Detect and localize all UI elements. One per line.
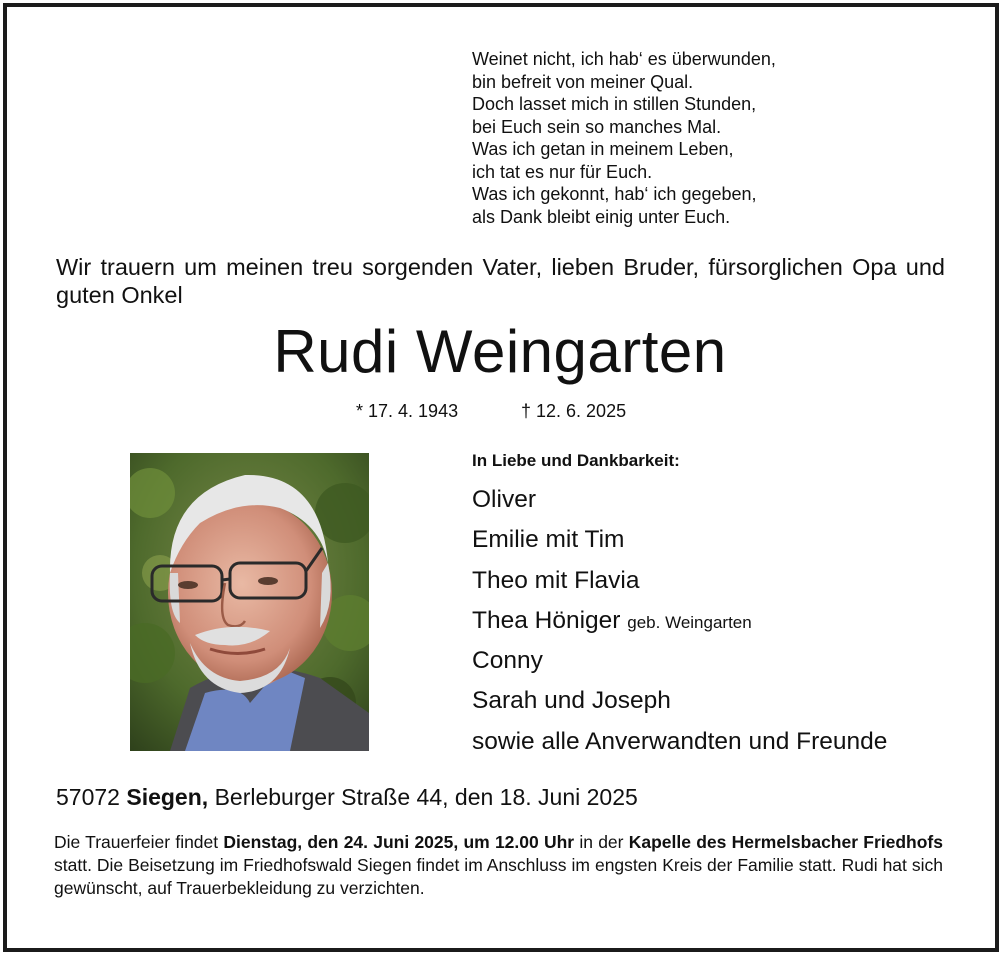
mourner-row (472, 601, 887, 641)
birth-date: * 17. 4. 1943 (356, 401, 459, 421)
mourner-row (472, 520, 887, 560)
mourners-list (472, 480, 887, 762)
mourner-row (472, 722, 887, 762)
mourners-heading: In Liebe und Dankbarkeit: (472, 451, 680, 470)
funeral-date: Dienstag, den 24. Juni 2025, um 12.00 Uhr (223, 832, 575, 852)
mourner-name: Emilie mit Tim (472, 526, 625, 554)
poem (472, 48, 776, 228)
mourner-name: Conny (472, 647, 543, 675)
funeral-note (54, 831, 943, 900)
mourner-maiden-name: geb. Weingarten (627, 612, 752, 632)
mourner-row (472, 681, 887, 721)
mourner-name: sowie alle Anverwandten und Freunde (472, 727, 888, 755)
note-text: statt. Die Beisetzung im Friedhofswald Siegen findet im Anschluss im engsten Kreis der Familie statt. Rudi hat sich gewünscht, auf Trauerbekleidung zu verzichten. (54, 855, 943, 898)
address-date: Berleburger Straße 44, den 18. Juni 2025 (214, 784, 638, 810)
poem-line: bei Euch sein so manches Mal. (472, 116, 722, 137)
poem-line: bin befreit von meiner Qual. (472, 71, 694, 92)
note-text: in der (579, 832, 624, 852)
poem-line: ich tat es nur für Euch. (472, 161, 653, 182)
poem-line: Was ich gekonnt, hab‘ ich gegeben, (472, 184, 757, 204)
funeral-location: Kapelle des Hermelsbacher Friedhofs (628, 832, 943, 852)
poem-line: als Dank bleibt einig unter Euch. (472, 206, 731, 227)
mourner-row (472, 480, 887, 520)
death-date: † 12. 6. 2025 (521, 401, 627, 421)
mourner-name: Theo mit Flavia (472, 566, 640, 594)
mourner-name: Thea Höniger (472, 606, 621, 634)
note-text: Die Trauerfeier findet (54, 832, 219, 852)
poem-line: Was ich getan in meinem Leben, (472, 139, 734, 159)
mourner-name: Sarah und Joseph (472, 687, 671, 715)
intro-text: Wir trauern um meinen treu sorgenden Vater, lieben Bruder, fürsorglichen Opa und guten Onkel (56, 254, 945, 308)
mourner-row (472, 561, 887, 601)
poem-line: Weinet nicht, ich hab‘ es überwunden, (472, 49, 776, 69)
portrait-photo (130, 453, 369, 751)
mourner-name: Oliver (472, 486, 536, 513)
place-and-date (56, 784, 638, 811)
mourner-row (472, 641, 887, 681)
deceased-name: Rudi Weingarten (273, 318, 727, 385)
city: Siegen, (126, 784, 209, 810)
poem-line: Doch lasset mich in stillen Stunden, (472, 94, 757, 114)
postcode: 57072 (56, 784, 120, 810)
